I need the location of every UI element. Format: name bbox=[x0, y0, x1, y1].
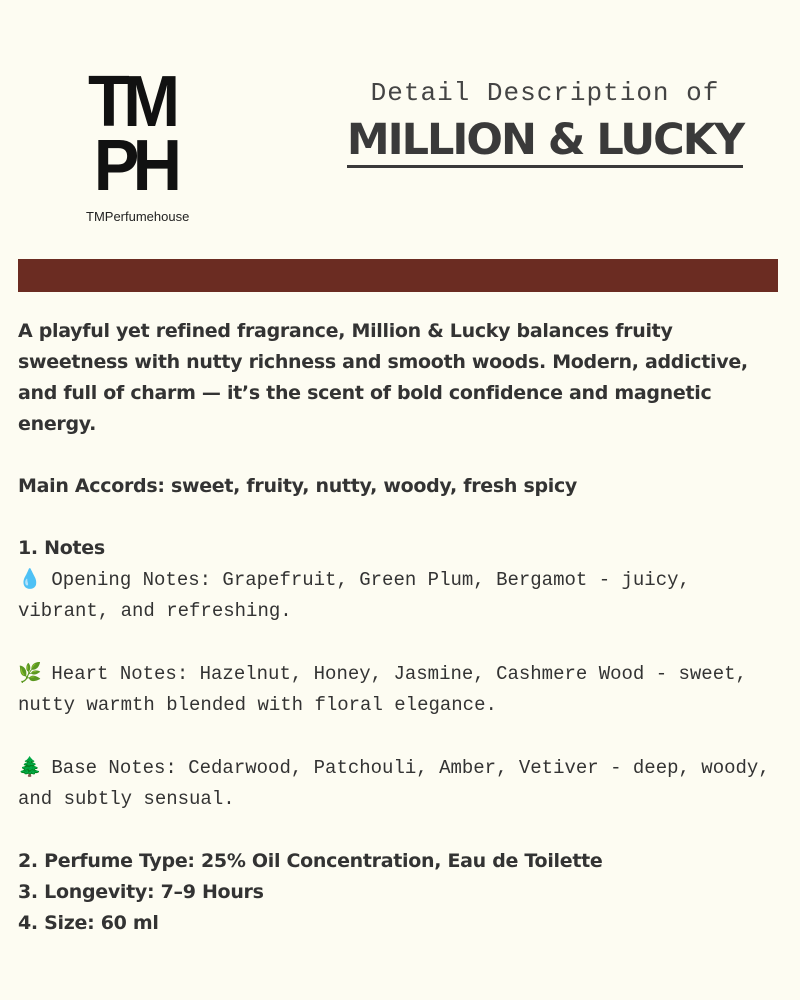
size: 4. Size: 60 ml bbox=[18, 912, 159, 934]
base-notes bbox=[18, 752, 788, 815]
brand-logo bbox=[86, 62, 216, 230]
divider-bar bbox=[18, 259, 778, 292]
header-subtitle: Detail Description of bbox=[370, 78, 720, 108]
product-description bbox=[18, 316, 788, 939]
page-title bbox=[330, 112, 760, 168]
logo-mark bbox=[88, 62, 176, 206]
brand-name: TMPerfumehouse bbox=[86, 209, 190, 224]
longevity: 3. Longevity: 7–9 Hours bbox=[18, 881, 264, 903]
notes-heading: 1. Notes bbox=[18, 537, 105, 559]
droplet-icon: 💧 bbox=[18, 568, 42, 590]
description-paragraph: A playful yet refined fragrance, Million & Lucky balances fruity sweetness with nutty richness and smooth woods. Modern, addictive, and full of charm — it’s the scent of bold confidence and magnetic energy. bbox=[18, 320, 748, 435]
opening-notes bbox=[18, 564, 788, 627]
heart-notes-text: Heart Notes: Hazelnut, Honey, Jasmine, Cashmere Wood - sweet, nutty warmth blended with floral elegance. bbox=[18, 663, 747, 716]
opening-notes-text: Opening Notes: Grapefruit, Green Plum, Bergamot - juicy, vibrant, and refreshing. bbox=[18, 569, 690, 622]
logo-mark-line1: TM bbox=[88, 62, 174, 142]
logo-mark-line2: PH bbox=[93, 126, 176, 206]
base-notes-text: Base Notes: Cedarwood, Patchouli, Amber, Vetiver - deep, woody, and subtly sensual. bbox=[18, 757, 770, 810]
herb-icon: 🌿 bbox=[18, 662, 42, 684]
evergreen-tree-icon: 🌲 bbox=[18, 756, 42, 778]
perfume-type: 2. Perfume Type: 25% Oil Concentration, Eau de Toilette bbox=[18, 850, 603, 872]
page-title-text: MILLION & LUCKY bbox=[347, 115, 743, 168]
main-accords: Main Accords: sweet, fruity, nutty, woody, fresh spicy bbox=[18, 475, 578, 497]
heart-notes bbox=[18, 658, 788, 721]
